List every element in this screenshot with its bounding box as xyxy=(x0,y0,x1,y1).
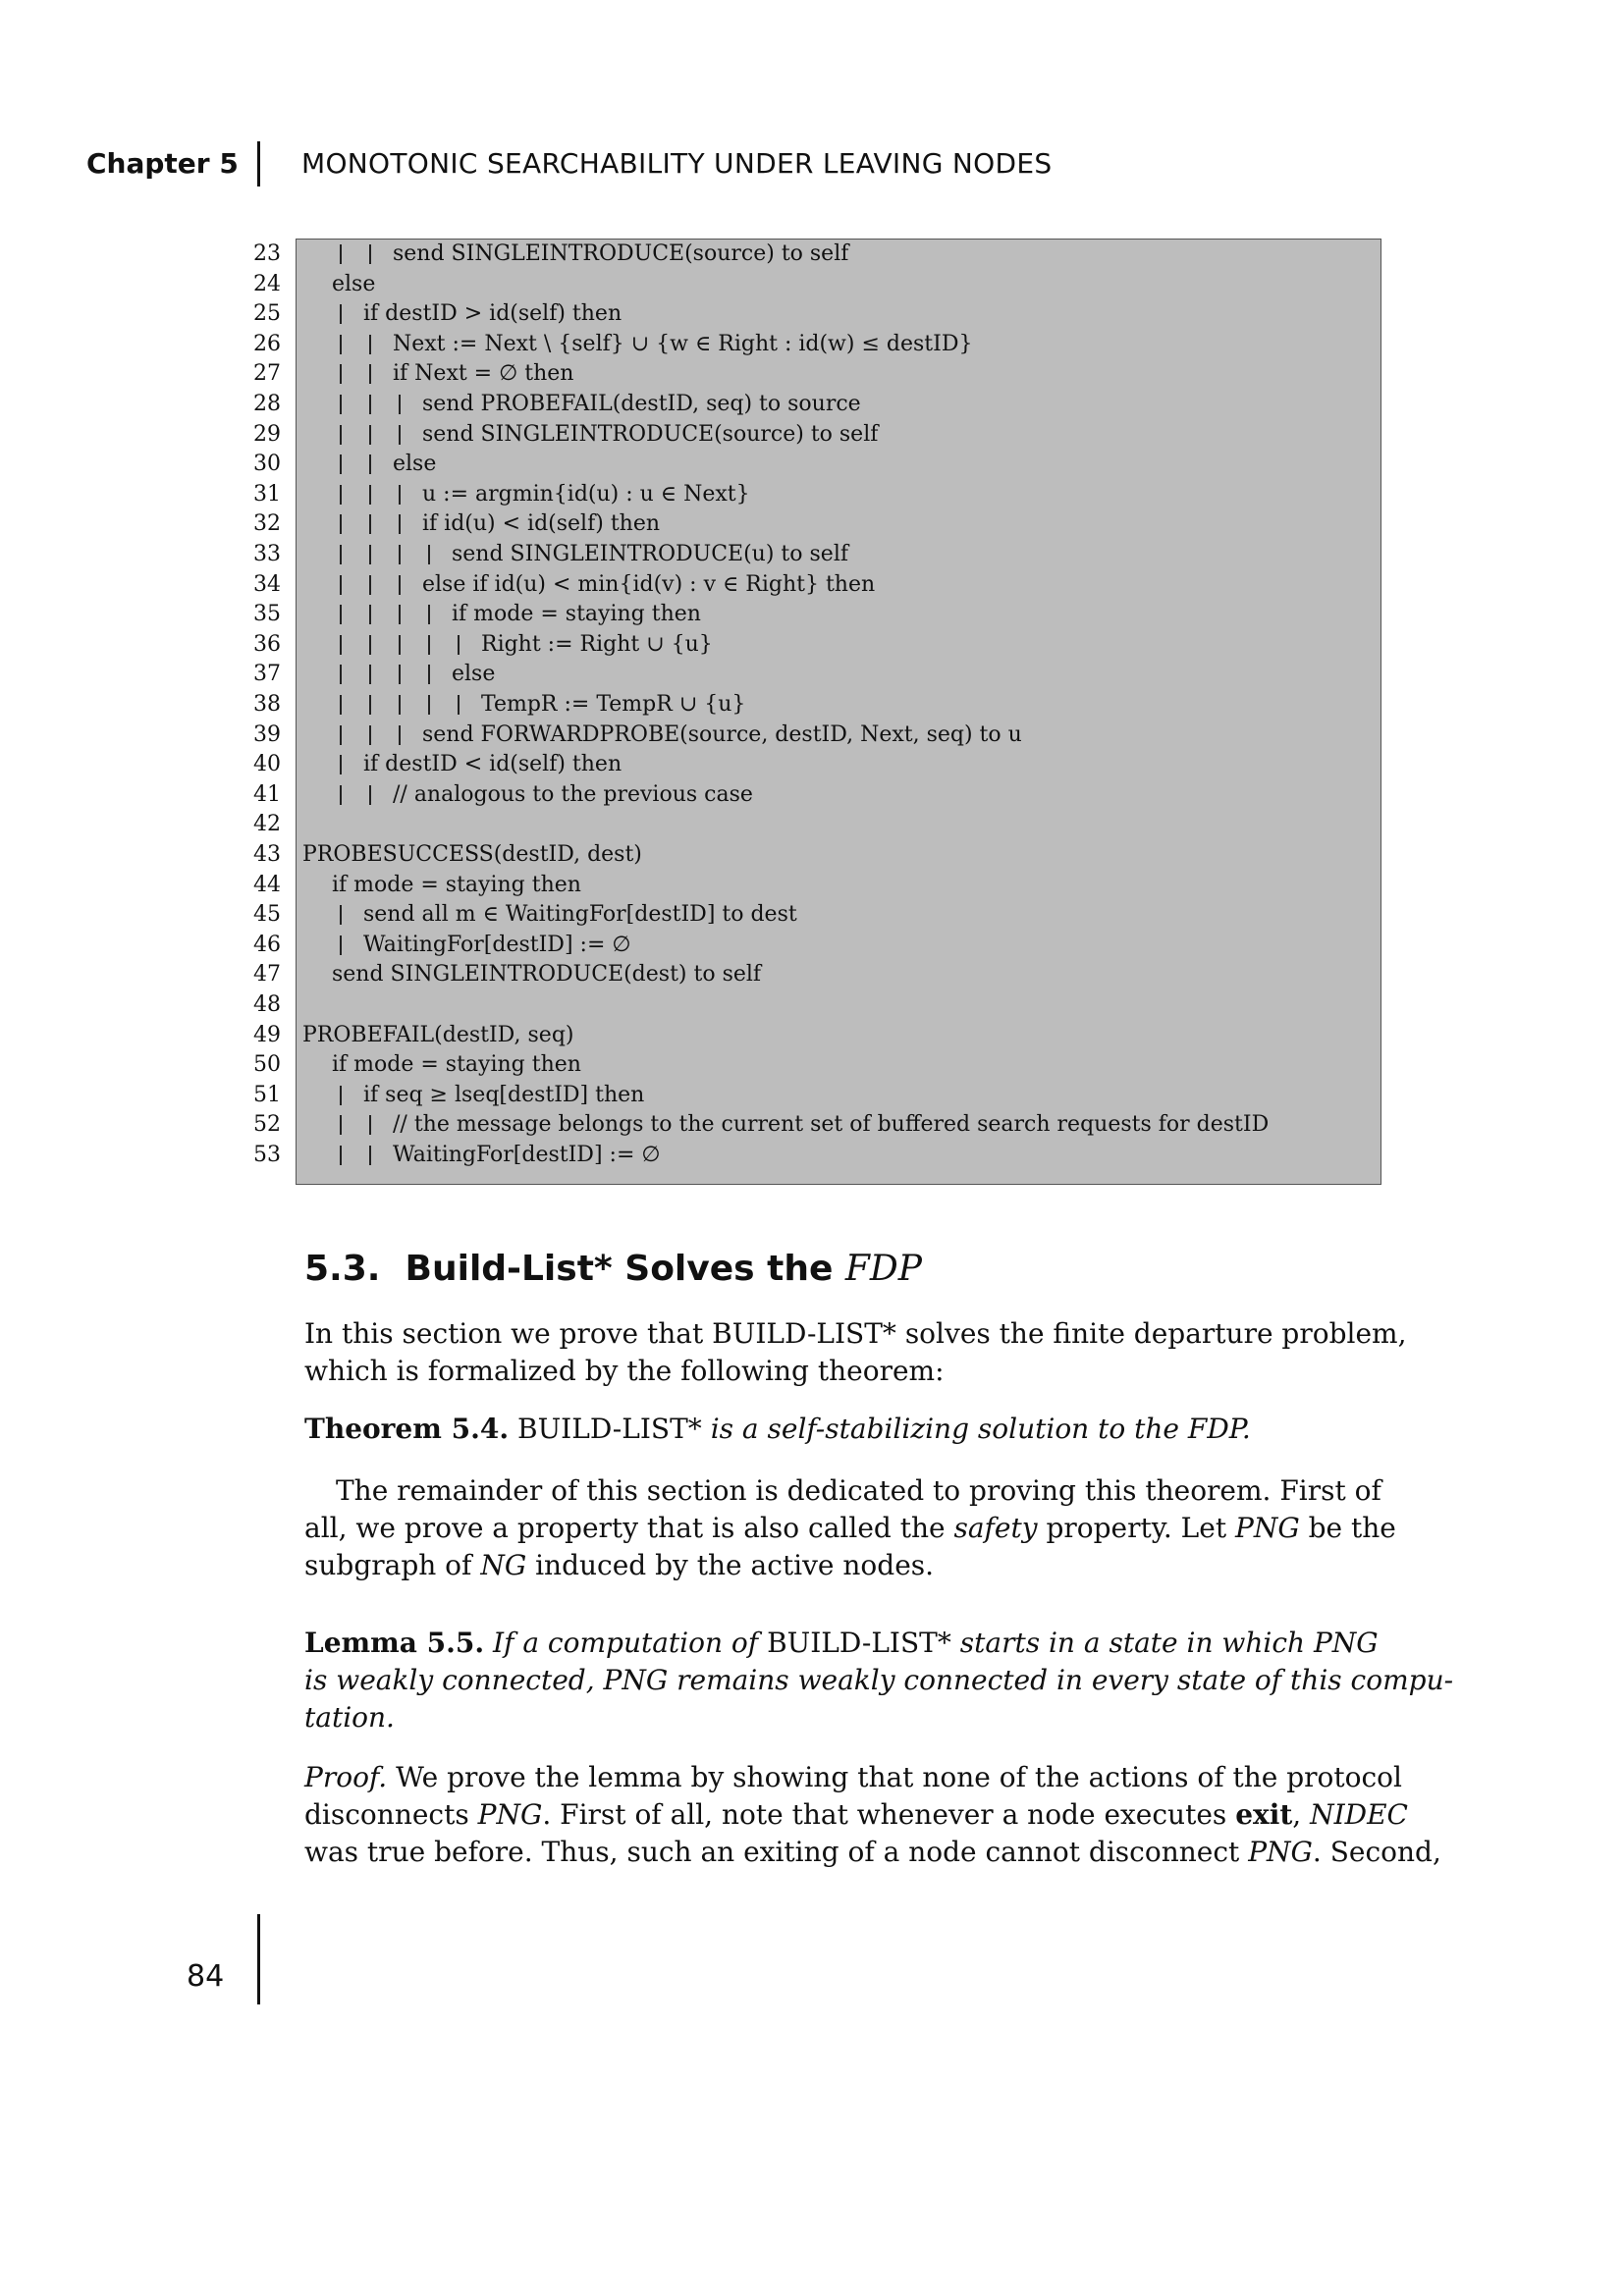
code-text: else xyxy=(452,662,496,687)
code-text: send SINGLEINTRODUCE(source) to self xyxy=(422,421,879,447)
indent-bar xyxy=(340,304,342,324)
code-text: PROBEFAIL(destID, seq) xyxy=(302,1022,574,1047)
line-number: 35 xyxy=(253,602,281,627)
header-divider xyxy=(257,141,260,187)
code-text: send SINGLEINTRODUCE(dest) to self xyxy=(332,962,762,988)
indent-bar xyxy=(399,395,401,414)
indent-bar xyxy=(340,665,342,684)
code-text: if Next = ∅ then xyxy=(393,361,574,387)
remainder-paragraph xyxy=(304,1472,1396,1584)
proof-line-1: We prove the lemma by showing that none of the actions of the protocol xyxy=(396,1761,1402,1793)
code-text: WaitingFor[destID] := ∅ xyxy=(363,932,631,957)
proof-line-2c: . First of all, note that whenever a node executes xyxy=(542,1798,1227,1831)
code-text: if destID < id(self) then xyxy=(363,752,623,777)
indent-bar xyxy=(369,695,371,715)
indent-bar xyxy=(340,575,342,595)
safety-term: safety xyxy=(953,1512,1038,1544)
indent-bar xyxy=(369,485,371,505)
algorithm-listing xyxy=(236,239,1384,1189)
indent-bar xyxy=(369,244,371,264)
code-text: send SINGLEINTRODUCE(source) to self xyxy=(393,241,849,266)
indent-bar xyxy=(340,935,342,955)
code-text: if mode = staying then xyxy=(332,1052,581,1078)
section-title: Build-List* Solves the xyxy=(405,1249,834,1289)
code-text: Next := Next \ {self} ∪ {w ∈ Right : id(w) ≤ destID} xyxy=(393,331,973,356)
code-text: if destID > id(self) then xyxy=(363,301,623,327)
line-number: 27 xyxy=(253,361,281,387)
line-number: 41 xyxy=(253,781,281,807)
indent-bar xyxy=(369,635,371,655)
code-text: WaitingFor[destID] := ∅ xyxy=(393,1143,661,1167)
code-text: PROBESUCCESS(destID, dest) xyxy=(302,842,642,867)
line-number: 31 xyxy=(253,481,281,507)
code-line xyxy=(236,239,1384,269)
code-line xyxy=(236,569,1384,600)
line-number: 40 xyxy=(253,752,281,777)
remainder-line-2a: all, we prove a property that is also called the xyxy=(304,1512,946,1544)
line-number: 39 xyxy=(253,721,281,747)
code-line xyxy=(236,870,1384,900)
code-text: send all m ∈ WaitingFor[destID] to dest xyxy=(363,902,797,928)
indent-bar xyxy=(340,545,342,564)
ng-term: NG xyxy=(480,1549,527,1581)
chapter-title: MONOTONIC SEARCHABILITY UNDER LEAVING NODES xyxy=(301,147,1053,180)
proof-png-term-2: PNG xyxy=(1248,1836,1313,1868)
proof-paragraph xyxy=(304,1759,1441,1871)
line-number: 38 xyxy=(253,692,281,717)
indent-bar xyxy=(369,665,371,684)
line-number: 23 xyxy=(253,241,281,266)
code-line xyxy=(236,959,1384,989)
line-number: 32 xyxy=(253,511,281,537)
code-line xyxy=(236,419,1384,450)
code-line xyxy=(236,479,1384,509)
indent-bar xyxy=(340,785,342,805)
indent-bar xyxy=(399,575,401,595)
line-number: 45 xyxy=(253,902,281,928)
code-text: Right := Right ∪ {u} xyxy=(481,631,713,657)
code-text: if mode = staying then xyxy=(332,872,581,897)
exit-keyword: exit xyxy=(1235,1798,1293,1831)
line-number: 33 xyxy=(253,542,281,566)
code-line xyxy=(236,899,1384,930)
remainder-line-2e: be the xyxy=(1308,1512,1396,1544)
code-text: if seq ≥ lseq[destID] then xyxy=(363,1082,645,1107)
code-line xyxy=(236,269,1384,299)
nidec-term: NIDEC xyxy=(1310,1798,1408,1831)
indent-bar xyxy=(428,665,430,684)
theorem-fdp: FDP. xyxy=(1187,1413,1251,1445)
indent-bar xyxy=(369,364,371,384)
remainder-line-3a: subgraph of xyxy=(304,1549,472,1581)
indent-bar xyxy=(340,425,342,445)
indent-bar xyxy=(369,1115,371,1135)
lemma-line-3: tation. xyxy=(304,1701,395,1734)
lemma-label: Lemma 5.5. xyxy=(304,1627,485,1659)
indent-bar xyxy=(369,454,371,474)
code-line xyxy=(236,1049,1384,1080)
code-line xyxy=(236,599,1384,629)
indent-bar xyxy=(369,514,371,534)
indent-bar xyxy=(340,755,342,774)
indent-bar xyxy=(369,335,371,354)
section-number: 5.3. xyxy=(304,1249,381,1289)
indent-bar xyxy=(340,1086,342,1105)
code-line xyxy=(236,449,1384,479)
code-text: else if id(u) < min{id(v) : v ∈ Right} then xyxy=(422,571,876,597)
code-text: send SINGLEINTRODUCE(u) to self xyxy=(452,542,848,566)
remainder-line-2c: property. Let xyxy=(1046,1512,1227,1544)
line-number: 37 xyxy=(253,662,281,687)
indent-bar xyxy=(369,725,371,745)
png-term: PNG xyxy=(1235,1512,1300,1544)
indent-bar xyxy=(340,635,342,655)
code-text: if mode = staying then xyxy=(452,602,701,627)
code-line xyxy=(236,809,1384,839)
line-number: 46 xyxy=(253,932,281,957)
code-text: // analogous to the previous case xyxy=(393,781,753,807)
line-number: 25 xyxy=(253,301,281,327)
proof-line-2a: disconnects xyxy=(304,1798,469,1831)
line-number: 48 xyxy=(253,992,281,1017)
line-number: 43 xyxy=(253,842,281,867)
code-line xyxy=(236,720,1384,750)
indent-bar xyxy=(428,635,430,655)
indent-bar xyxy=(458,635,460,655)
code-line xyxy=(236,329,1384,359)
page-number: 84 xyxy=(187,1959,225,1994)
indent-bar xyxy=(428,605,430,624)
indent-bar xyxy=(340,454,342,474)
code-line xyxy=(236,389,1384,419)
theorem-5-4 xyxy=(304,1411,1380,1448)
code-line xyxy=(236,1020,1384,1050)
code-text: if id(u) < id(self) then xyxy=(422,511,661,537)
indent-bar xyxy=(340,1115,342,1135)
indent-bar xyxy=(399,545,401,564)
remainder-line-1: The remainder of this section is dedicated to proving this theorem. First of xyxy=(336,1474,1381,1507)
intro-paragraph xyxy=(304,1315,1407,1390)
indent-bar xyxy=(340,364,342,384)
indent-bar xyxy=(340,905,342,925)
code-text: else xyxy=(332,271,376,296)
proof-label: Proof. xyxy=(304,1761,388,1793)
lemma-line-1a: If a computation of xyxy=(493,1627,759,1659)
indent-bar xyxy=(369,425,371,445)
indent-bar xyxy=(428,545,430,564)
code-text: else xyxy=(393,452,437,477)
code-line xyxy=(236,1080,1384,1110)
code-line xyxy=(236,930,1384,960)
indent-bar xyxy=(399,635,401,655)
line-number: 26 xyxy=(253,331,281,356)
intro-line-2: which is formalized by the following theorem: xyxy=(304,1355,945,1387)
code-line xyxy=(236,989,1384,1020)
line-number: 50 xyxy=(253,1052,281,1078)
indent-bar xyxy=(458,695,460,715)
remainder-line-3c: induced by the active nodes. xyxy=(535,1549,935,1581)
code-line xyxy=(236,539,1384,569)
line-number: 36 xyxy=(253,631,281,657)
indent-bar xyxy=(399,485,401,505)
indent-bar xyxy=(369,1146,371,1165)
indent-bar xyxy=(399,725,401,745)
indent-bar xyxy=(399,665,401,684)
code-line xyxy=(236,779,1384,810)
indent-bar xyxy=(340,605,342,624)
code-line xyxy=(236,1109,1384,1140)
indent-bar xyxy=(369,545,371,564)
proof-line-2e: , xyxy=(1292,1798,1302,1831)
code-text: // the message belongs to the current set of buffered search requests for destID xyxy=(393,1112,1270,1138)
indent-bar xyxy=(369,785,371,805)
lemma-line-1c: starts in a state in which PNG xyxy=(959,1627,1379,1659)
chapter-label: Chapter 5 xyxy=(86,147,239,180)
code-line xyxy=(236,358,1384,389)
line-number: 29 xyxy=(253,421,281,447)
code-line xyxy=(236,749,1384,779)
code-text: u := argmin{id(u) : u ∈ Next} xyxy=(422,481,750,507)
section-title-fdp: FDP xyxy=(844,1249,922,1289)
lemma-5-5 xyxy=(304,1625,1454,1736)
code-line xyxy=(236,298,1384,329)
indent-bar xyxy=(369,395,371,414)
line-number: 28 xyxy=(253,392,281,416)
line-number: 51 xyxy=(253,1082,281,1107)
indent-bar xyxy=(340,395,342,414)
line-number: 44 xyxy=(253,872,281,897)
line-number: 52 xyxy=(253,1112,281,1138)
indent-bar xyxy=(399,514,401,534)
code-line xyxy=(236,508,1384,539)
line-number: 53 xyxy=(253,1143,281,1167)
lemma-algorithm-name: BUILD-LIST* xyxy=(767,1627,951,1659)
proof-png-term: PNG xyxy=(477,1798,543,1831)
indent-bar xyxy=(340,725,342,745)
theorem-statement: is a self-stabilizing solution to the xyxy=(710,1413,1179,1445)
section-heading xyxy=(304,1249,922,1289)
indent-bar xyxy=(369,575,371,595)
line-number: 47 xyxy=(253,962,281,988)
indent-bar xyxy=(399,425,401,445)
line-number: 30 xyxy=(253,452,281,477)
theorem-algorithm-name: BUILD-LIST* xyxy=(517,1413,702,1445)
running-header xyxy=(0,145,1624,185)
footer-divider xyxy=(257,1914,260,2004)
code-line xyxy=(236,629,1384,660)
indent-bar xyxy=(340,695,342,715)
code-text: TempR := TempR ∪ {u} xyxy=(481,692,746,717)
indent-bar xyxy=(399,605,401,624)
indent-bar xyxy=(428,695,430,715)
proof-line-3a: was true before. Thus, such an exiting of a node cannot disconnect xyxy=(304,1836,1240,1868)
code-text: send PROBEFAIL(destID, seq) to source xyxy=(422,392,861,416)
lemma-line-2: is weakly connected, PNG remains weakly connected in every state of this compu- xyxy=(304,1664,1454,1696)
indent-bar xyxy=(340,244,342,264)
indent-bar xyxy=(340,485,342,505)
line-number: 24 xyxy=(253,271,281,296)
indent-bar xyxy=(340,514,342,534)
line-number: 42 xyxy=(253,812,281,837)
code-line xyxy=(236,689,1384,720)
indent-bar xyxy=(340,1146,342,1165)
line-number: 34 xyxy=(253,571,281,597)
line-number: 49 xyxy=(253,1022,281,1047)
indent-bar xyxy=(369,605,371,624)
code-line xyxy=(236,1140,1384,1170)
indent-bar xyxy=(340,335,342,354)
code-text: send FORWARDPROBE(source, destID, Next, seq) to u xyxy=(422,721,1022,747)
indent-bar xyxy=(399,695,401,715)
proof-line-3c: . Second, xyxy=(1312,1836,1441,1868)
theorem-label: Theorem 5.4. xyxy=(304,1413,510,1445)
intro-line-1: In this section we prove that BUILD-LIST* solves the finite departure problem, xyxy=(304,1317,1407,1350)
code-line xyxy=(236,839,1384,870)
code-line xyxy=(236,659,1384,689)
